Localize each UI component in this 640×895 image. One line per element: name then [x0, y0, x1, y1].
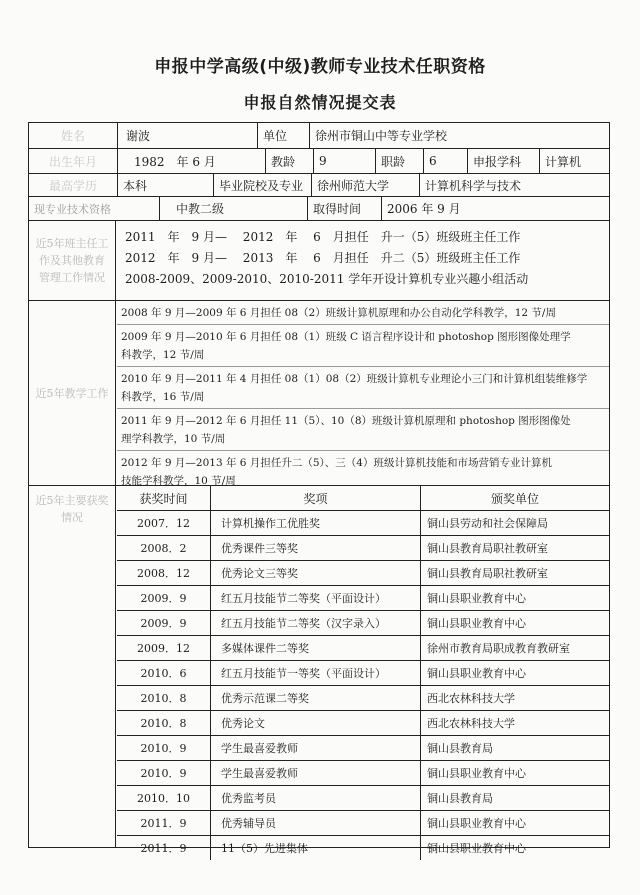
award-issuer: 西北农林科技大学 [420, 686, 609, 710]
award-row [117, 711, 609, 736]
management-label: 近5年班主任工作及其他教育管理工作情况 [29, 221, 116, 300]
award-name: 优秀论文 [210, 711, 420, 735]
header-issuer: 颁奖单位 [420, 486, 609, 510]
award-row [117, 561, 609, 586]
management-line: 2011 年 9 月— 2012 年 6 月担任 升一（5）班级班主任工作 [125, 230, 521, 244]
award-row [117, 836, 609, 860]
teaching-entry [117, 325, 609, 367]
award-time: 2009．9 [140, 592, 187, 605]
award-issuer: 铜山县劳动和社会保障局 [420, 511, 609, 535]
award-row [117, 686, 609, 711]
teaching-entry-text: 2009 年 9 月—2010 年 6 月担任 08（1）班级 C 语言程序设计和 photoshop 图形图像处理学 [121, 331, 571, 343]
title-age-label: 职龄 [375, 149, 423, 173]
name-value: 谢波 [117, 123, 257, 148]
teaching-age-label: 教龄 [265, 149, 313, 173]
unit-value: 徐州市铜山中等专业学校 [309, 123, 609, 148]
award-time: 2010．10 [137, 792, 190, 805]
award-issuer: 铜山县职业教育中心 [420, 811, 609, 835]
header-time: 获奖时间 [139, 491, 188, 506]
teaching-entry-text: 科教学，16 节/周 [121, 391, 205, 403]
teaching-entry-text: 2008 年 9 月—2009 年 6 月担任 08（2）班级计算机原理和办公自动化学科教学，12 节/周 [121, 307, 556, 319]
teaching-entry-text: 2011 年 9 月—2012 年 6 月担任 11（5）、10（8）班级计算机原理和 photoshop 图形图像处 [121, 415, 571, 427]
award-name: 红五月技能节二等奖（汉字录入） [210, 611, 420, 635]
management-content [117, 221, 609, 290]
award-issuer: 铜山县职业教育中心 [420, 611, 609, 635]
award-time: 2011．9 [140, 842, 187, 855]
award-row [117, 811, 609, 836]
award-name: 11（5）先进集体 [210, 836, 420, 860]
award-time: 2007．12 [137, 517, 190, 530]
teaching-age-value: 9 [313, 149, 375, 173]
award-row [117, 511, 609, 536]
award-issuer: 铜山县职业教育中心 [420, 661, 609, 685]
name-row [29, 123, 609, 149]
award-issuer: 铜山县教育局 [420, 736, 609, 760]
award-time: 2010．9 [140, 767, 187, 780]
award-issuer: 徐州市教育局职成教育教研室 [420, 636, 609, 660]
award-name: 优秀示范课二等奖 [210, 686, 420, 710]
teaching-entry [117, 409, 609, 451]
unit-label: 单位 [257, 123, 309, 148]
form-title: 申报中学高级(中级)教师专业技术任职资格 [154, 57, 486, 77]
award-issuer: 铜山县职业教育中心 [420, 761, 609, 785]
school-major-label: 毕业院校及专业 [213, 174, 311, 196]
award-name: 优秀论文三等奖 [210, 561, 420, 585]
obtained-label: 取得时间 [307, 197, 381, 220]
award-time: 2010．9 [140, 742, 187, 755]
school-value: 徐州师范大学 [311, 174, 419, 196]
award-issuer: 铜山县职业教育中心 [420, 586, 609, 610]
application-form [28, 122, 610, 855]
management-line: 2012 年 9 月— 2013 年 6 月担任 升二（5）班级班主任工作 [125, 251, 521, 265]
birth-row [29, 149, 609, 174]
subject-value: 计算机 [539, 149, 609, 173]
header-award: 奖项 [210, 486, 420, 510]
award-name: 优秀监考员 [210, 786, 420, 810]
education-row [29, 174, 609, 197]
obtained-value: 2006 年 9 月 [381, 197, 491, 220]
teaching-entry-text: 2010 年 9 月—2011 年 4 月担任 08（1）08（2）班级计算机专业理论小三门和计算机组装维修学 [121, 373, 588, 385]
award-row [117, 536, 609, 561]
award-row [117, 611, 609, 636]
award-issuer: 铜山县职业教育中心 [420, 836, 609, 860]
awards-section [29, 486, 609, 855]
award-time: 2009．9 [140, 617, 187, 630]
awards-table [117, 486, 609, 855]
award-name: 学生最喜爱教师 [210, 736, 420, 760]
award-name: 红五月技能节一等奖（平面设计） [210, 661, 420, 685]
award-row [117, 661, 609, 686]
subject-label: 申报学科 [467, 149, 539, 173]
award-name: 优秀辅导员 [210, 811, 420, 835]
title-age-value: 6 [423, 149, 467, 173]
teaching-section [29, 301, 609, 486]
teaching-entry [117, 301, 609, 325]
award-name: 计算机操作工优胜奖 [210, 511, 420, 535]
awards-header-row [117, 486, 609, 511]
teaching-entry-text: 理学科教学，10 节/周 [121, 433, 226, 445]
award-name: 学生最喜爱教师 [210, 761, 420, 785]
award-row [117, 736, 609, 761]
award-row [117, 786, 609, 811]
management-section [29, 221, 609, 301]
award-issuer: 西北农林科技大学 [420, 711, 609, 735]
title-row [29, 197, 609, 221]
teaching-entry-text: 科教学，12 节/周 [121, 349, 205, 361]
award-issuer: 铜山县教育局职社教研室 [420, 536, 609, 560]
award-time: 2011．9 [140, 817, 187, 830]
award-issuer: 铜山县教育局职社教研室 [420, 561, 609, 585]
birth-label: 出生年月 [48, 154, 97, 169]
award-row [117, 636, 609, 661]
award-time: 2010．8 [140, 692, 187, 705]
education-label: 最高学历 [48, 178, 97, 193]
award-time: 2008．2 [140, 542, 187, 555]
award-name: 红五月技能节二等奖（平面设计） [210, 586, 420, 610]
education-value: 本科 [117, 174, 213, 196]
form-subtitle: 申报自然情况提交表 [243, 93, 397, 112]
award-time: 2008．12 [137, 567, 190, 580]
major-value: 计算机科学与技术 [419, 174, 609, 196]
teaching-entry [117, 367, 609, 409]
teaching-entry-text: 2012 年 9 月—2013 年 6 月担任升二（5）、三（4）班级计算机技能和市场营销专业计算机 [121, 457, 552, 469]
award-issuer: 铜山县教育局 [420, 786, 609, 810]
current-title-value: 中教二级 [159, 197, 307, 220]
current-title-label: 现专业技术资格 [34, 202, 111, 216]
award-time: 2009．12 [137, 642, 190, 655]
management-line: 2008-2009、2009-2010、2010-2011 学年开设计算机专业兴趣小组活动 [125, 272, 529, 286]
teaching-content [117, 301, 609, 485]
award-row [117, 761, 609, 786]
teaching-entry-text: 技能学科教学，10 节/周 [121, 475, 236, 487]
teaching-label: 近5年教学工作 [29, 301, 116, 485]
award-time: 2010．8 [140, 717, 187, 730]
award-row [117, 586, 609, 611]
birth-value: 1982 年 6 月 [117, 149, 265, 173]
award-time: 2010．6 [140, 667, 187, 680]
name-label: 姓名 [60, 129, 85, 143]
award-name: 优秀课件三等奖 [210, 536, 420, 560]
awards-label: 近5年主要获奖情况 [29, 486, 116, 847]
award-name: 多媒体课件二等奖 [210, 636, 420, 660]
